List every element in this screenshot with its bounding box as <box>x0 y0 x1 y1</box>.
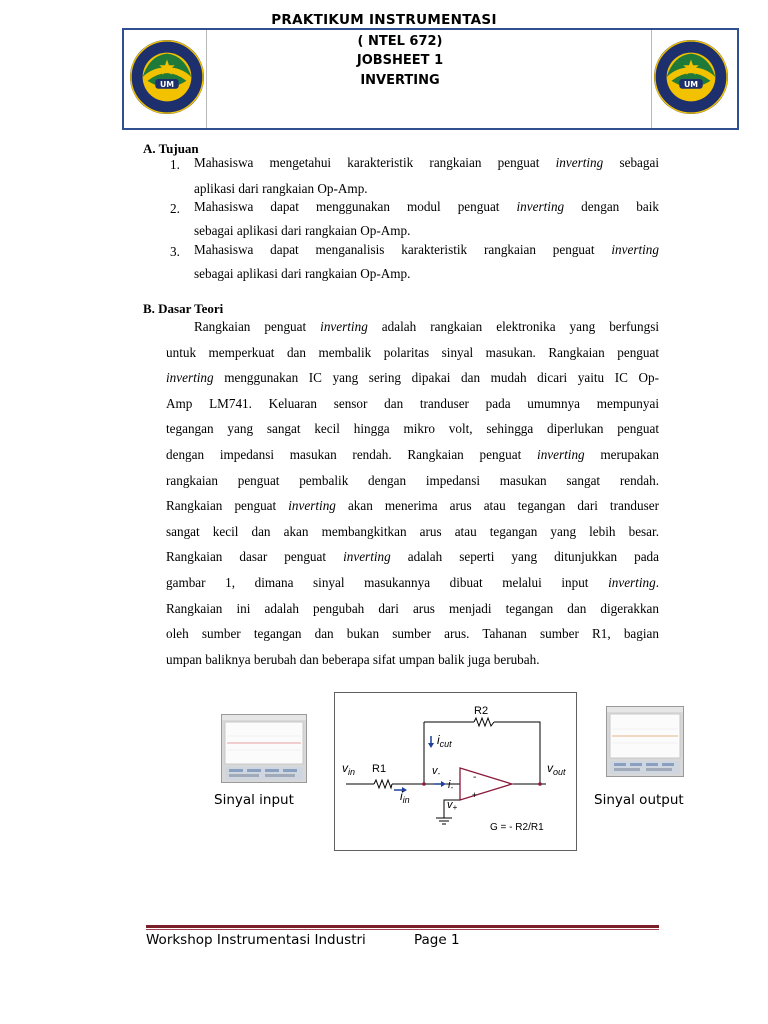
theory-line: Amp LM741. Keluaran sensor dan tranduser pada umumnya mempunyai <box>166 395 659 411</box>
theory-line: Rangkaian ini adalah pengubah dari arus menjadi tegangan dan digerakkan <box>166 600 659 616</box>
theory-line: inverting menggunakan IC yang sering dipakai dan mudah dicari yaitu IC Op- <box>166 370 659 386</box>
label-iminus: i- <box>448 779 454 792</box>
objective-1-line-1: Mahasiswa mengetahui karakteristik rangkaian penguat inverting sebagai <box>194 155 659 170</box>
svg-text:-: - <box>473 772 477 783</box>
theory-line: tegangan yang sangat kecil hingga mikro volt, sehingga diperlukan penguat <box>166 421 659 437</box>
objective-2-line-1: Mahasiswa dapat menggunakan modul penguat inverting dengan baik <box>194 199 660 214</box>
output-signal-caption: Sinyal output <box>594 792 684 808</box>
course-code: ( NTEL 672) <box>357 34 443 49</box>
objective-3 <box>194 238 659 286</box>
theory-line: dengan impedansi masukan rendah. Rangkaian penguat inverting merupakan <box>166 446 659 462</box>
svg-text:+: + <box>472 790 478 800</box>
label-r2: R2 <box>474 705 489 717</box>
theory-line: untuk memperkuat dan membalik polaritas sinyal masukan. Rangkaian penguat <box>166 344 659 360</box>
document-title: PRAKTIKUM INSTRUMENTASI <box>271 12 497 28</box>
output-signal-screenshot <box>606 706 684 777</box>
label-iin: $i_{in}$ <box>400 789 410 805</box>
section-a-heading: A. Tujuan <box>143 141 199 156</box>
university-logo-right <box>652 38 730 116</box>
header-divider-left <box>206 30 207 128</box>
objective-3-number: 3. <box>170 244 180 259</box>
objective-2-number: 2. <box>170 201 180 216</box>
gain-formula: G = - R2/R1 <box>490 822 544 833</box>
theory-line: rangkaian penguat pembalik dengan impedansi masukan sangat rendah. <box>166 472 659 488</box>
label-icut: $i_{cut}$ <box>437 733 452 749</box>
objective-1-number: 1. <box>170 157 180 172</box>
junction-node <box>422 782 426 786</box>
theory-line: umpan baliknya berubah dan beberapa sifat umpan balik juga berubah. <box>166 651 540 667</box>
label-vplus: v+ <box>447 799 458 812</box>
input-signal-caption: Sinyal input <box>214 792 294 808</box>
section-b-heading: B. Dasar Teori <box>143 301 224 316</box>
objective-2-line-2: sebagai aplikasi dari rangkaian Op-Amp. <box>194 223 411 238</box>
theory-paragraph <box>166 314 659 672</box>
theory-line: oleh sumber tegangan dan bukan sumber arus. Tahanan sumber R1, bagian <box>166 626 659 642</box>
theory-line: sangat kecil dan akan membangkitkan arus atau tegangan yang lebih besar. <box>166 523 659 539</box>
objective-1 <box>194 151 659 201</box>
logo-mark-right: UM <box>683 80 699 90</box>
university-logo-left <box>128 38 206 116</box>
jobsheet-topic: INVERTING <box>360 73 440 88</box>
footer-rule <box>146 925 659 928</box>
inverting-amplifier-diagram <box>334 692 577 851</box>
label-vin: $v_{in}$ <box>342 761 356 777</box>
objective-3-line-2: sebagai aplikasi dari rangkaian Op-Amp. <box>194 266 411 281</box>
label-vout: $v_{out}$ <box>547 761 566 777</box>
objective-3-line-1: Mahasiswa dapat menganalisis karakteristik rangkaian penguat inverting <box>194 242 659 257</box>
theory-line: gambar 1, dimana sinyal masukannya dibuat melalui input inverting. <box>166 574 659 590</box>
theory-line: Rangkaian dasar penguat inverting adalah seperti yang ditunjukkan pada <box>166 549 660 565</box>
input-signal-screenshot <box>221 714 307 783</box>
theory-line: Rangkaian penguat inverting adalah rangkaian elektronika yang berfungsi <box>194 319 660 334</box>
page-number: Page 1 <box>414 932 460 948</box>
theory-line: Rangkaian penguat inverting akan menerima arus atau tegangan dari tranduser <box>166 498 660 514</box>
label-r1: R1 <box>372 763 387 775</box>
label-vminus: v- <box>432 765 441 778</box>
logo-mark-left: UM <box>159 80 175 90</box>
objective-2 <box>194 195 659 243</box>
footer-title: Workshop Instrumentasi Industri <box>146 932 366 948</box>
jobsheet-number: JOBSHEET 1 <box>356 53 444 68</box>
footer-rule-thin <box>146 929 659 930</box>
objective-1-line-2: aplikasi dari rangkaian Op-Amp. <box>194 181 368 196</box>
junction-node <box>538 782 542 786</box>
